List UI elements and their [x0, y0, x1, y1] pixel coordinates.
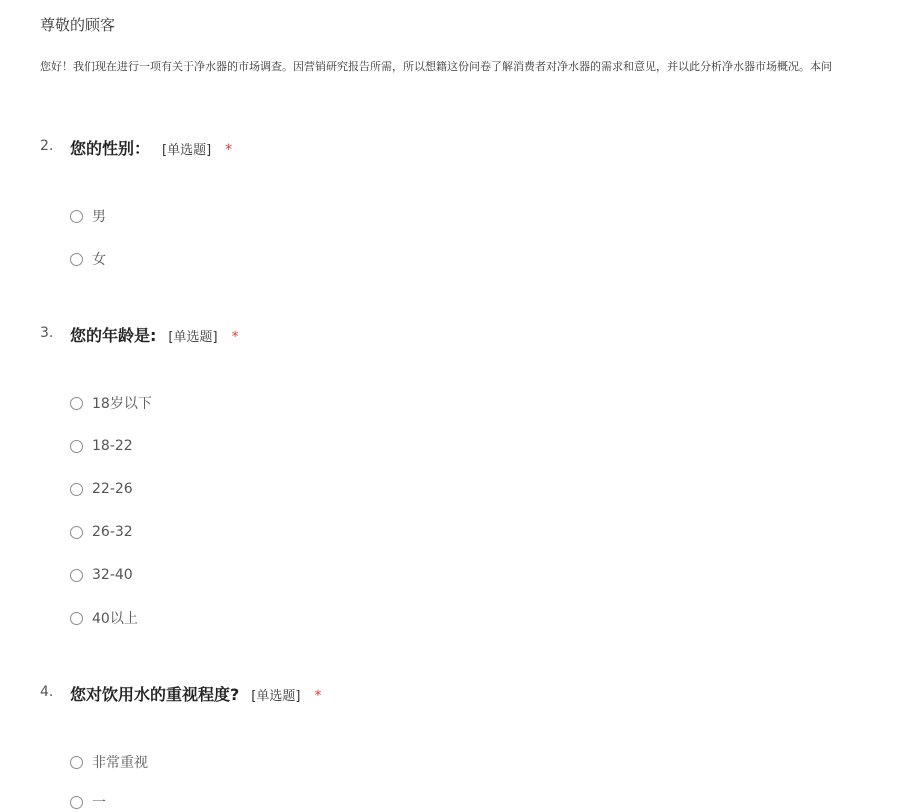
- radio-button[interactable]: [70, 612, 83, 625]
- question-title-wrap: [70, 136, 232, 159]
- question-number: 2.: [40, 138, 54, 154]
- question-gender: [40, 136, 900, 158]
- greeting-heading: 尊敬的顾客: [40, 16, 116, 34]
- question-type: [单选题]: [168, 330, 218, 345]
- option-label: 女: [92, 252, 106, 268]
- option-label: 男: [92, 209, 106, 225]
- radio-button[interactable]: [70, 210, 83, 223]
- radio-button[interactable]: [70, 756, 83, 769]
- question-title-wrap: [70, 323, 239, 346]
- option-label: 22-26: [92, 481, 133, 497]
- option-age-18-22[interactable]: [70, 436, 133, 456]
- question-age: [40, 323, 900, 345]
- question-number: 3.: [40, 325, 54, 341]
- question-header: [40, 323, 900, 345]
- option-partial[interactable]: [70, 792, 106, 812]
- question-title: 您的性别：: [70, 139, 151, 158]
- option-age-over-40[interactable]: [70, 608, 138, 628]
- question-title: 您的年龄是:: [70, 326, 157, 345]
- question-title-wrap: [70, 682, 321, 705]
- radio-button[interactable]: [70, 569, 83, 582]
- question-water-importance: [40, 682, 900, 704]
- option-label: 一: [92, 795, 106, 811]
- required-mark: *: [225, 142, 233, 158]
- radio-button[interactable]: [70, 796, 83, 809]
- intro-text: 您好！我们现在进行一项有关于净水器的市场调查。因营销研究报告所需，所以想籍这份问卷了解消费者对净水器的需求和意见，并以此分析净水器市场概况。本问: [40, 60, 832, 73]
- option-label: 32-40: [92, 567, 133, 583]
- option-label: 26-32: [92, 524, 133, 540]
- option-label: 18岁以下: [92, 396, 152, 412]
- radio-button[interactable]: [70, 397, 83, 410]
- option-label: 非常重视: [92, 755, 148, 771]
- radio-button[interactable]: [70, 253, 83, 266]
- question-header: [40, 682, 900, 704]
- question-type: [单选题]: [251, 689, 301, 704]
- question-title: 您对饮用水的重视程度?: [70, 685, 240, 704]
- question-number: 4.: [40, 684, 54, 700]
- option-very-important[interactable]: [70, 752, 148, 772]
- option-female[interactable]: [70, 249, 106, 269]
- option-label: 40以上: [92, 611, 138, 627]
- option-age-32-40[interactable]: [70, 565, 133, 585]
- option-label: 18-22: [92, 438, 133, 454]
- option-male[interactable]: [70, 206, 106, 226]
- option-age-22-26[interactable]: [70, 479, 133, 499]
- radio-button[interactable]: [70, 440, 83, 453]
- required-mark: *: [314, 688, 322, 704]
- question-header: [40, 136, 900, 158]
- radio-button[interactable]: [70, 483, 83, 496]
- required-mark: *: [231, 329, 239, 345]
- radio-button[interactable]: [70, 526, 83, 539]
- option-age-under-18[interactable]: [70, 393, 152, 413]
- question-type: [单选题]: [162, 143, 212, 158]
- option-age-26-32[interactable]: [70, 522, 133, 542]
